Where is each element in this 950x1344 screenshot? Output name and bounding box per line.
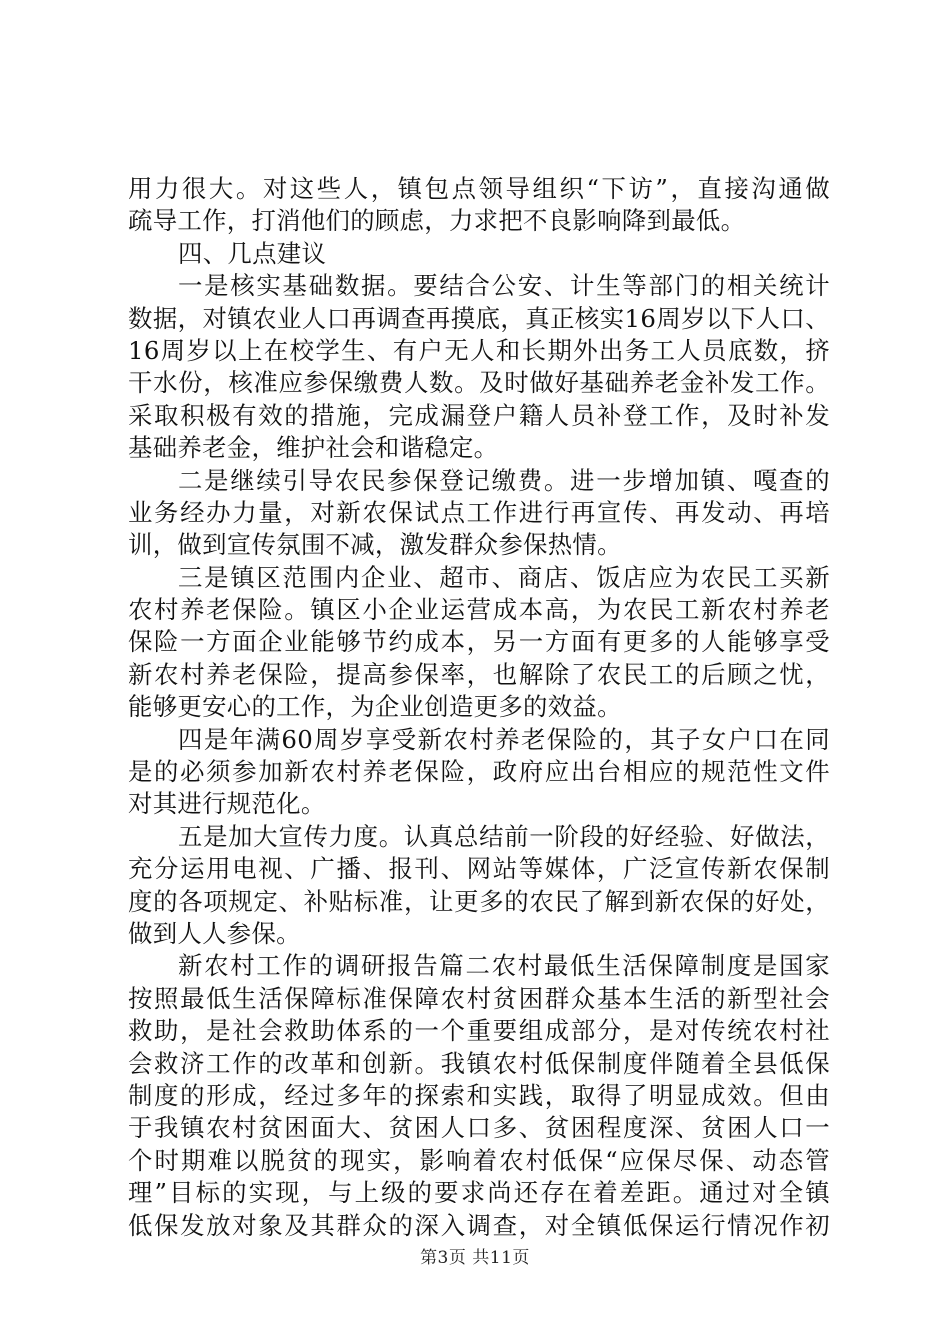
text-line: 四是年满60周岁享受新农村养老保险的，其子女户口在同	[178, 724, 830, 754]
text-line: 能够更安心的工作，为企业创造更多的效益。	[128, 692, 622, 722]
text-line: 数据，对镇农业人口再调查再摸底，真正核实16周岁以下人口、	[128, 303, 830, 333]
text-line: 疏导工作，打消他们的顾虑，力求把不良影响降到最低。	[128, 206, 746, 236]
text-line: 充分运用电视、广播、报刊、网站等媒体，广泛宣传新农保制	[128, 854, 830, 884]
text-line: 制度的形成，经过多年的探索和实践，取得了明显成效。但由	[128, 1080, 830, 1110]
text-line: 做到人人参保。	[128, 918, 301, 948]
text-line: 用力很大。对这些人，镇包点领导组织“下访”，直接沟通做	[128, 174, 830, 203]
text-line: 三是镇区范围内企业、超市、商店、饭店应为农民工买新	[178, 562, 830, 592]
text-line: 度的各项规定、补贴标准，让更多的农民了解到新农保的好处，	[128, 886, 830, 916]
text-line: 基础养老金，维护社会和谐稳定。	[128, 433, 499, 463]
page-footer: 第3页 共11页	[420, 1248, 530, 1268]
text-line: 四、几点建议	[178, 238, 327, 268]
text-line: 干水份，核准应参保缴费人数。及时做好基础养老金补发工作。	[128, 368, 830, 398]
text-line: 新农村工作的调研报告篇二农村最低生活保障制度是国家	[178, 951, 830, 981]
text-line: 理”目标的实现，与上级的要求尚还存在着差距。通过对全镇	[128, 1178, 830, 1208]
text-line: 会救济工作的改革和创新。我镇农村低保制度伴随着全县低保	[128, 1048, 830, 1078]
text-line: 于我镇农村贫困面大、贫困人口多、贫困程度深、贫困人口一	[128, 1113, 830, 1143]
text-line: 救助，是社会救助体系的一个重要组成部分，是对传统农村社	[128, 1016, 830, 1046]
text-line: 是的必须参加新农村养老保险，政府应出台相应的规范性文件	[128, 757, 830, 787]
text-line: 对其进行规范化。	[128, 789, 326, 819]
text-line: 保险一方面企业能够节约成本，另一方面有更多的人能够享受	[128, 627, 830, 657]
text-line: 个时期难以脱贫的现实，影响着农村低保“应保尽保、动态管	[128, 1145, 830, 1175]
text-line: 训，做到宣传氛围不减，激发群众参保热情。	[128, 530, 622, 560]
text-line: 新农村养老保险，提高参保率，也解除了农民工的后顾之忧，	[128, 659, 830, 689]
text-line: 二是继续引导农民参保登记缴费。进一步增加镇、嘎查的	[178, 465, 830, 495]
text-line: 采取积极有效的措施，完成漏登户籍人员补登工作，及时补发	[128, 400, 830, 430]
text-line: 业务经办力量，对新农保试点工作进行再宣传、再发动、再培	[128, 497, 830, 527]
text-line: 农村养老保险。镇区小企业运营成本高，为农民工新农村养老	[128, 595, 830, 625]
document-body	[128, 173, 830, 1242]
text-line: 一是核实基础数据。要结合公安、计生等部门的相关统计	[178, 271, 830, 301]
text-line: 按照最低生活保障标准保障农村贫困群众基本生活的新型社会	[128, 983, 830, 1013]
text-line: 16周岁以上在校学生、有户无人和长期外出务工人员底数，挤	[128, 335, 830, 365]
text-line: 低保发放对象及其群众的深入调查，对全镇低保运行情况作初	[128, 1210, 830, 1240]
text-line: 五是加大宣传力度。认真总结前一阶段的好经验、好做法，	[178, 821, 830, 851]
